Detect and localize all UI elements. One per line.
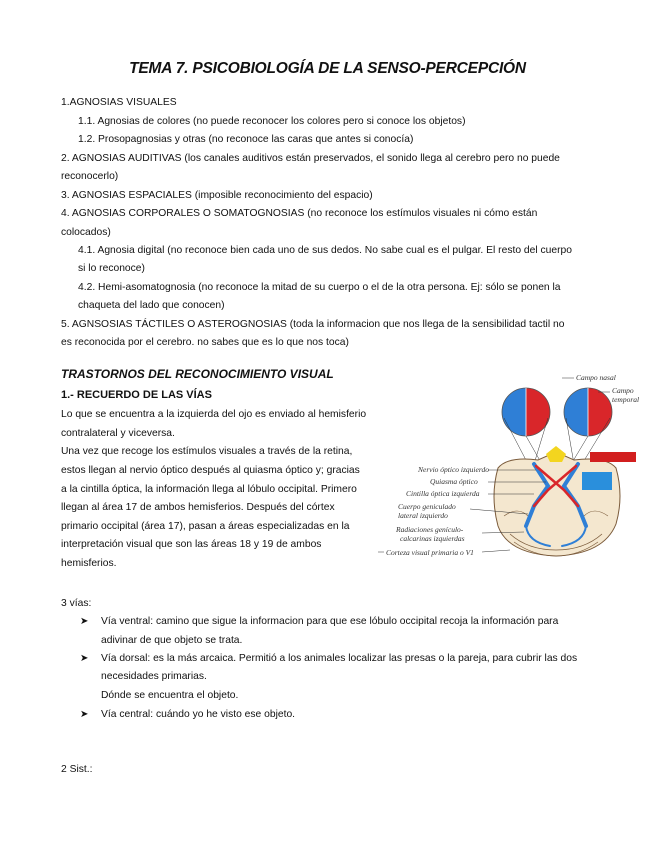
- paragraph-line: Lo que se encuentra a la izquierda del ojo es enviado al hemisferio: [61, 409, 367, 420]
- paragraph-line: a la cintilla óptica, la información llega al lóbulo occipital. Primero: [61, 484, 357, 495]
- agnosias-colores-item: 1.1. Agnosias de colores (no puede reconocer los colores pero si conoce los objetos): [78, 116, 466, 127]
- label-quiasma: Quiasma óptico: [430, 477, 478, 486]
- bullet-arrow-icon: ➤: [80, 653, 89, 664]
- paragraph-line: estos llegan al nervio óptico después al quiasma óptico y; gracias: [61, 465, 360, 476]
- label-cuerpo-geniculado: Cuerpo geniculado: [398, 502, 456, 511]
- agnosias-tactiles-cont: es reconocida por el cerebro. no sabes que es lo que nos toca): [61, 337, 349, 348]
- via-dorsal-cont: necesidades primarias.: [101, 671, 207, 682]
- bullet-arrow-icon: ➤: [80, 709, 89, 720]
- vias-intro: 3 vías:: [61, 598, 92, 609]
- left-eye-icon: [502, 388, 550, 436]
- red-tag: [590, 452, 636, 462]
- label-campo-temporal-2: temporal: [612, 395, 640, 404]
- label-cintilla: Cintilla óptica izquierda: [406, 489, 480, 498]
- label-campo-temporal: Campo: [612, 386, 634, 395]
- sistemas-line: 2 Sist.:: [61, 764, 93, 775]
- label-campo-nasal: Campo nasal: [576, 373, 616, 382]
- page-title: TEMA 7. PSICOBIOLOGÍA DE LA SENSO-PERCEPCIÓN: [129, 60, 526, 77]
- agnosia-digital-cont: si lo reconoce): [78, 263, 145, 274]
- brain-icon: [494, 446, 620, 556]
- label-radiaciones-2: calcarinas izquierdas: [400, 534, 465, 543]
- hemi-asomatognosia-line: 4.2. Hemi-asomatognosia (no reconoce la mitad de su cuerpo o el de la otra persona. Ej: sólo se ponen la: [78, 282, 561, 293]
- agnosias-auditivas-line: 2. AGNOSIAS AUDITIVAS (los canales auditivos están preservados, el sonido llega al cerebro pero no puede: [61, 153, 560, 164]
- agnosias-corporales-line: 4. AGNOSIAS CORPORALES O SOMATOGNOSIAS (no reconoce los estímulos visuales ni cómo están: [61, 208, 538, 219]
- paragraph-line: contralateral y viceversa.: [61, 428, 175, 439]
- paragraph-line: hemisferios.: [61, 558, 117, 569]
- section-heading: TRASTORNOS DEL RECONOCIMIENTO VISUAL: [61, 367, 334, 381]
- label-nervio-optico: Nervio óptico izquierdo: [418, 465, 489, 474]
- right-eye-icon: [564, 388, 612, 436]
- agnosias-auditivas-cont: reconocerlo): [61, 171, 119, 182]
- section-subheading: 1.- RECUERDO DE LAS VÍAS: [61, 389, 212, 401]
- via-ventral-cont: adivinar de que objeto se trata.: [101, 635, 243, 646]
- visual-pathway-diagram: [378, 366, 640, 560]
- agnosias-corporales-cont: colocados): [61, 227, 111, 238]
- paragraph-line: primario occipital (área 17), pasan a áreas especializadas en la: [61, 521, 350, 532]
- via-ventral-line: Vía ventral: camino que sigue la informacion para que ese lóbulo occipital recoja la información para: [101, 616, 559, 627]
- via-dorsal-line: Vía dorsal: es la más arcaica. Permitió a los animales localizar las presas o la pareja, para cubrir las dos: [101, 653, 578, 664]
- blue-tag: [582, 472, 612, 490]
- agnosias-visuales-heading: 1.AGNOSIAS VISUALES: [61, 97, 177, 108]
- hemi-asomatognosia-cont: chaqueta del lado que conocen): [78, 300, 225, 311]
- via-central-line: Vía central: cuándo yo he visto ese objeto.: [101, 709, 296, 720]
- label-radiaciones: Radiaciones genículo-: [396, 525, 464, 534]
- paragraph-line: Una vez que recoge los estímulos visuales a través de la retina,: [61, 446, 353, 457]
- bullet-arrow-icon: ➤: [80, 616, 89, 627]
- paragraph-line: llegan al área 17 de ambos hemisferios. Después del córtex: [61, 502, 335, 513]
- label-corteza: Corteza visual primaria o V1: [386, 548, 474, 557]
- label-cuerpo-geniculado-2: lateral izquierdo: [398, 511, 448, 520]
- agnosia-digital-line: 4.1. Agnosia digital (no reconoce bien cada uno de sus dedos. No sabe cual es el pulgar. El resto del cuerpo: [78, 245, 573, 256]
- paragraph-line: interpretación visual que son las áreas 18 y 19 de ambos: [61, 539, 322, 550]
- via-dorsal-cont-2: Dónde se encuentra el objeto.: [101, 690, 239, 701]
- agnosias-tactiles-line: 5. AGNSOSIAS TÁCTILES O ASTEROGNOSIAS (toda la informacion que nos llega de la sensibilidad tactil no: [61, 319, 565, 330]
- prosopagnosias-item: 1.2. Prosopagnosias y otras (no reconoce las caras que antes si conocía): [78, 134, 414, 145]
- agnosias-espaciales-line: 3. AGNOSIAS ESPACIALES (imposible reconocimiento del espacio): [61, 190, 373, 201]
